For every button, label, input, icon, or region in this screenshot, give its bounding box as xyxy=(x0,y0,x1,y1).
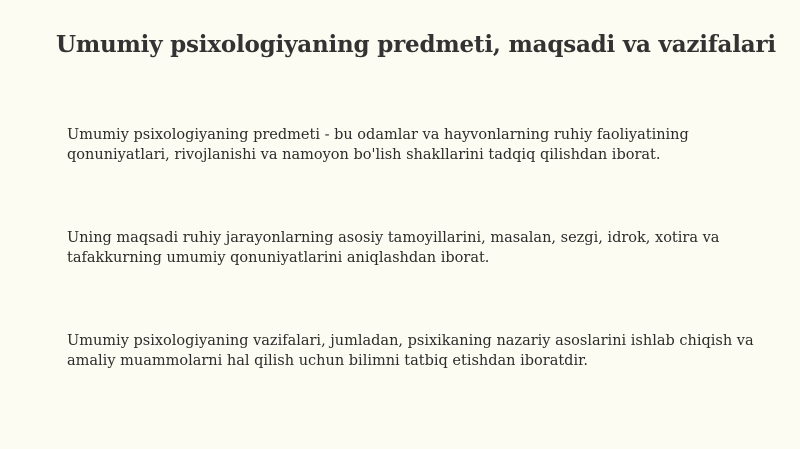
paragraph-subject: Umumiy psixologiyaning predmeti - bu odamlar va hayvonlarning ruhiy faoliyatining qonuniyatlari, rivojlanishi va namoyon bo'lish shakllarini tadqiq qilishdan iborat. xyxy=(67,127,689,163)
paragraph-goal: Uning maqsadi ruhiy jarayonlarning asosiy tamoyillarini, masalan, sezgi, idrok, xotira va tafakkurning umumiy qonuniyatlarini aniqlashdan iborat. xyxy=(67,230,720,266)
slide-title: Umumiy psixologiyaning predmeti, maqsadi va vazifalari xyxy=(56,31,776,58)
paragraph-tasks: Umumiy psixologiyaning vazifalari, jumladan, psixikaning nazariy asoslarini ishlab chiqish va amaliy muammolarni hal qilish uchun bilimni tatbiq etishdan iboratdir. xyxy=(67,333,754,369)
